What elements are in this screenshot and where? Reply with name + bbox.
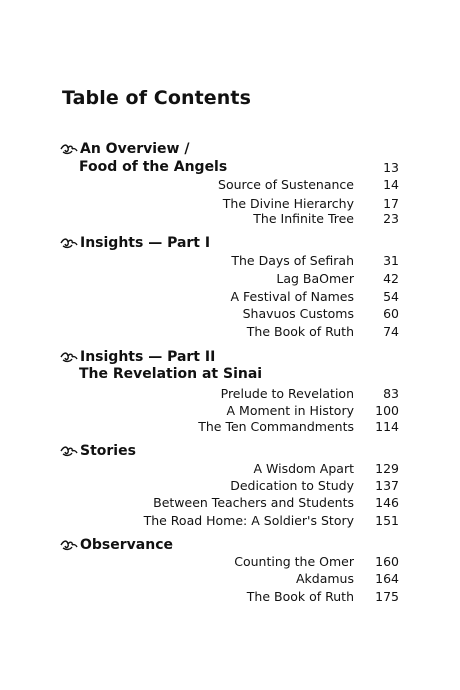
- toc-entry-page: 14: [383, 177, 399, 192]
- section-heading: [60, 233, 210, 253]
- toc-entry-title: Lag BaOmer: [276, 271, 354, 286]
- section-heading-text: An Overview /: [80, 141, 190, 157]
- toc-entry-page: 114: [375, 419, 399, 434]
- toc-entry-title: A Moment in History: [226, 403, 354, 418]
- toc-entry-page: 42: [383, 271, 399, 286]
- toc-entry-title: Akdamus: [296, 571, 354, 586]
- toc-entry-title: Dedication to Study: [230, 478, 354, 493]
- section-heading-text: Insights — Part II: [80, 349, 216, 365]
- ornament-icon: [60, 143, 78, 155]
- toc-entry-page: 17: [383, 196, 399, 211]
- toc-entry-page: 146: [375, 495, 399, 510]
- toc-entry-page: 137: [375, 478, 399, 493]
- toc-entry-page: 129: [375, 461, 399, 476]
- ornament-icon: [60, 539, 78, 551]
- ornament-icon: [60, 351, 78, 363]
- toc-entry-title: The Road Home: A Soldier's Story: [143, 513, 354, 528]
- toc-entry-title: The Infinite Tree: [253, 211, 354, 226]
- toc-entry-page: 74: [383, 324, 399, 339]
- toc-entry-title: Counting the Omer: [234, 554, 354, 569]
- toc-entry-title: Between Teachers and Students: [153, 495, 354, 510]
- toc-entry-page: 23: [383, 211, 399, 226]
- toc-entry-title: The Book of Ruth: [246, 324, 354, 339]
- section-heading-text: Stories: [80, 443, 136, 459]
- toc-entry-page: 175: [375, 589, 399, 604]
- toc-entry-page: 100: [375, 403, 399, 418]
- section-heading: [60, 139, 189, 159]
- section-heading-text: Insights — Part I: [80, 235, 211, 251]
- toc-entry-title: The Divine Hierarchy: [222, 196, 354, 211]
- ornament-icon: [60, 237, 78, 249]
- section-subheading: The Revelation at Sinai: [79, 366, 263, 382]
- section-subheading-page: 13: [383, 160, 399, 175]
- toc-entry-page: 31: [383, 253, 399, 268]
- section-heading-text: Observance: [80, 537, 173, 553]
- toc-entry-title: The Ten Commandments: [198, 419, 354, 434]
- toc-entry-title: The Book of Ruth: [246, 589, 354, 604]
- section-heading: [60, 441, 136, 461]
- toc-entry-title: Source of Sustenance: [218, 177, 354, 192]
- toc-entry-page: 151: [375, 513, 399, 528]
- toc-entry-page: 83: [383, 386, 399, 401]
- toc-entry-page: 54: [383, 289, 399, 304]
- toc-entry-title: A Wisdom Apart: [253, 461, 354, 476]
- section-heading: [60, 535, 173, 555]
- section-subheading: Food of the Angels: [79, 159, 228, 175]
- toc-entry-page: 160: [375, 554, 399, 569]
- toc-entry-page: 164: [375, 571, 399, 586]
- toc-entry-title: Prelude to Revelation: [220, 386, 354, 401]
- page-title: Table of Contents: [62, 87, 251, 109]
- toc-entry-title: A Festival of Names: [230, 289, 354, 304]
- toc-entry-page: 60: [383, 306, 399, 321]
- toc-entry-title: Shavuos Customs: [242, 306, 354, 321]
- toc-entry-title: The Days of Sefirah: [231, 253, 354, 268]
- ornament-icon: [60, 445, 78, 457]
